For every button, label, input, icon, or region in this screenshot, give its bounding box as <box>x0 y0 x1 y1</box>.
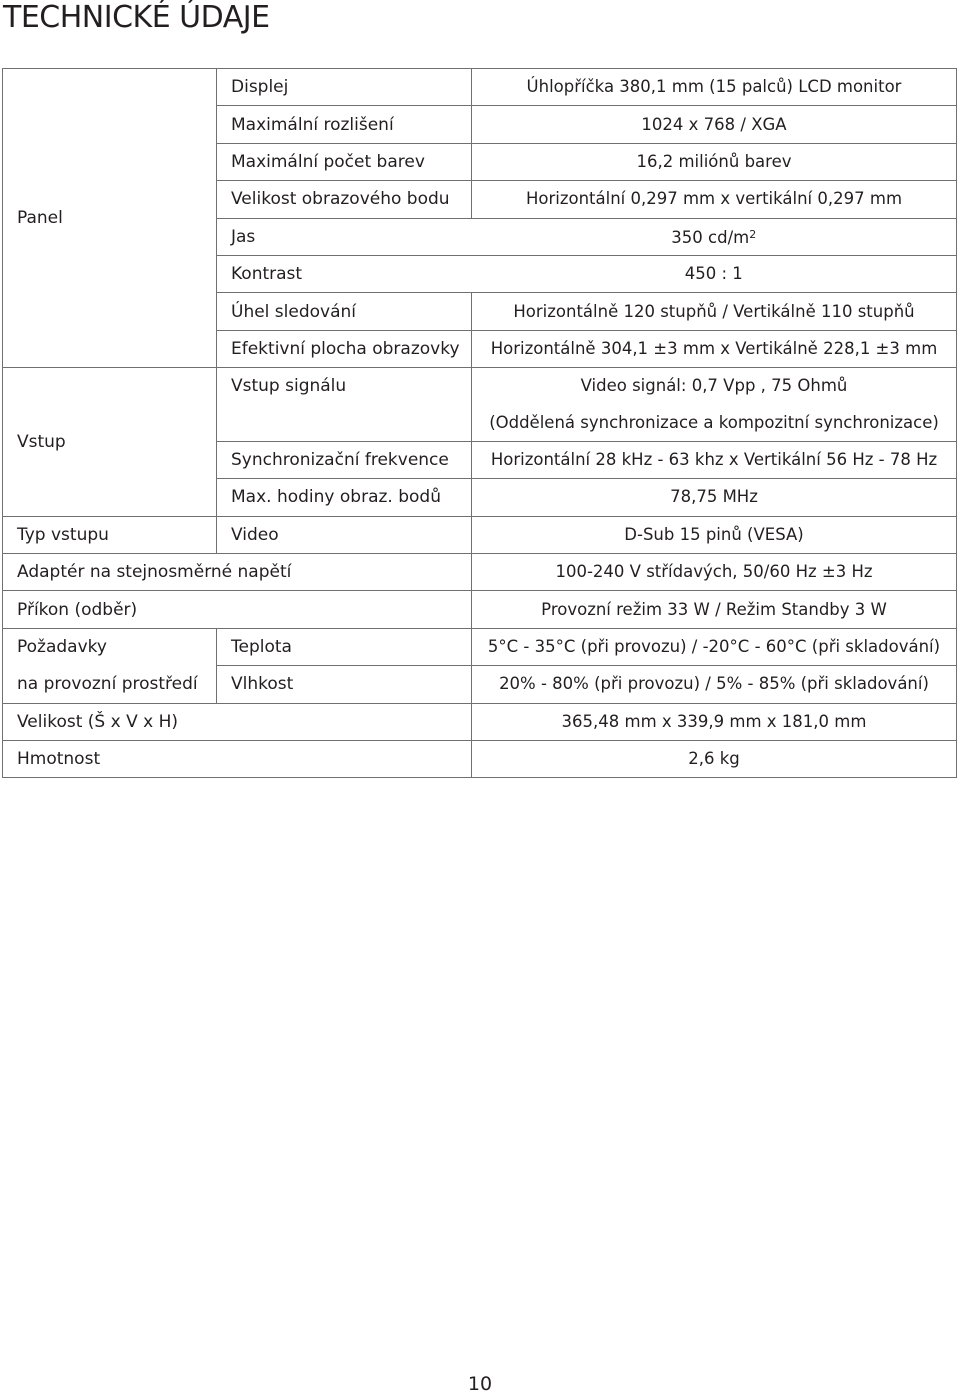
row-value-video: D-Sub 15 pinů (VESA) <box>472 516 957 553</box>
row-label-sync-freq: Synchronizační frekvence <box>217 441 472 478</box>
row-label-contrast: Kontrast <box>217 255 472 292</box>
brightness-value-text: 350 cd/m <box>671 228 750 248</box>
group-label-input-type: Typ vstupu <box>3 516 217 553</box>
group-label-dc-adapter: Adaptér na stejnosměrné napětí <box>3 554 472 591</box>
row-label-empty <box>217 405 472 442</box>
row-value-size: 365,48 mm x 339,9 mm x 181,0 mm <box>472 703 957 740</box>
group-label-power: Příkon (odběr) <box>3 591 472 628</box>
table-row <box>3 741 957 778</box>
row-value-max-colors: 16,2 miliónů barev <box>472 143 957 180</box>
row-value-humidity: 20% - 80% (při provozu) / 5% - 85% (při skladování) <box>472 666 957 703</box>
row-value-weight: 2,6 kg <box>472 741 957 778</box>
table-row <box>3 591 957 628</box>
group-label-env-line2: na provozní prostředí <box>3 666 217 703</box>
row-value-brightness <box>472 218 957 255</box>
row-value-pixel-size: Horizontální 0,297 mm x vertikální 0,297 mm <box>472 181 957 218</box>
row-label-max-colors: Maximální počet barev <box>217 143 472 180</box>
brightness-superscript: 2 <box>749 228 757 242</box>
table-row <box>3 628 957 665</box>
row-label-signal-input: Vstup signálu <box>217 368 472 405</box>
row-value-temperature: 5°C - 35°C (při provozu) / -20°C - 60°C (při skladování) <box>472 628 957 665</box>
page-title: TECHNICKÉ ÚDAJE <box>3 0 270 35</box>
row-label-max-clock: Max. hodiny obraz. bodů <box>217 479 472 516</box>
row-value-max-clock: 78,75 MHz <box>472 479 957 516</box>
row-value-active-area: Horizontálně 304,1 ±3 mm x Vertikálně 228,1 ±3 mm <box>472 330 957 367</box>
group-label-panel: Panel <box>3 69 217 368</box>
row-label-display: Displej <box>217 69 472 106</box>
row-label-brightness: Jas <box>217 218 472 255</box>
row-label-temperature: Teplota <box>217 628 472 665</box>
row-label-video: Video <box>217 516 472 553</box>
row-value-sync-freq: Horizontální 28 kHz - 63 khz x Vertikální 56 Hz - 78 Hz <box>472 441 957 478</box>
table-row <box>3 554 957 591</box>
row-value-signal-input: Video signál: 0,7 Vpp , 75 Ohmů <box>472 368 957 405</box>
group-label-size: Velikost (Š x V x H) <box>3 703 472 740</box>
table-row <box>3 666 957 703</box>
row-value-power: Provozní režim 33 W / Režim Standby 3 W <box>472 591 957 628</box>
table-row <box>3 69 957 106</box>
table-row <box>3 703 957 740</box>
row-value-max-resolution: 1024 x 768 / XGA <box>472 106 957 143</box>
row-value-sync-note: (Oddělená synchronizace a kompozitní synchronizace) <box>472 405 957 442</box>
row-label-pixel-size: Velikost obrazového bodu <box>217 181 472 218</box>
row-label-humidity: Vlhkost <box>217 666 472 703</box>
row-label-max-resolution: Maximální rozlišení <box>217 106 472 143</box>
row-value-display: Úhlopříčka 380,1 mm (15 palců) LCD monitor <box>472 69 957 106</box>
page-number: 10 <box>467 1373 493 1395</box>
row-label-active-area: Efektivní plocha obrazovky <box>217 330 472 367</box>
group-label-env-line1: Požadavky <box>3 628 217 665</box>
row-value-viewing-angle: Horizontálně 120 stupňů / Vertikálně 110 stupňů <box>472 293 957 330</box>
table-row <box>3 516 957 553</box>
row-label-viewing-angle: Úhel sledování <box>217 293 472 330</box>
row-value-contrast: 450 : 1 <box>472 255 957 292</box>
row-value-dc-adapter: 100-240 V střídavých, 50/60 Hz ±3 Hz <box>472 554 957 591</box>
spec-table <box>2 68 957 778</box>
group-label-input: Vstup <box>3 368 217 517</box>
group-label-weight: Hmotnost <box>3 741 472 778</box>
table-row <box>3 368 957 405</box>
